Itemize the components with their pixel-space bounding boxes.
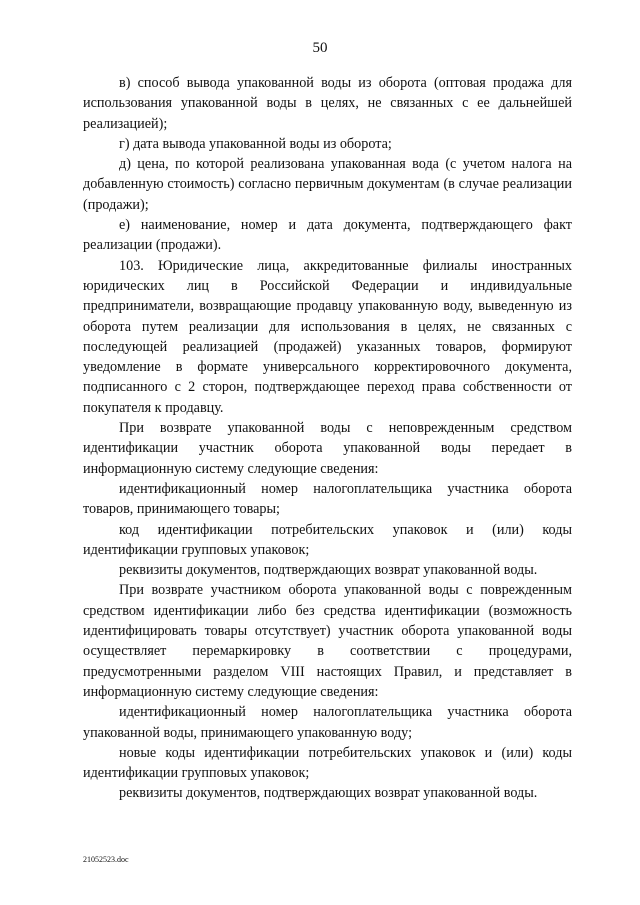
paragraph-damaged-codes: новые коды идентификации потребительских упаковок и (или) коды идентификации групповых упаковок; bbox=[83, 744, 572, 782]
paragraph-item-d: д) цена, по которой реализована упакованная вода (с учетом налога на добавленную стоимость) согласно первичным документам (в случае реализации (продажи); bbox=[83, 156, 572, 213]
paragraph-clause-103: 103. Юридические лица, аккредитованные филиалы иностранных юридических лиц в Российской Федерации и индивидуальные предприниматели, возвращающие продавцу упакованную воду, выведенную из оборота путем реализации для использования в целях, не связанных с последующей реализацией (продажей) указанных товаров, формируют уведомление в формате универсального корректировочного документа, подписанного с 2 сторон, подтверждающее переход права собственности от покупателя к продавцу. bbox=[83, 257, 572, 416]
paragraph-damaged-docs: реквизиты документов, подтверждающих возврат упакованной воды. bbox=[119, 785, 538, 802]
paragraph-intact-docs: реквизиты документов, подтверждающих возврат упакованной воды. bbox=[119, 562, 538, 579]
footer-filename: 21052523.doc bbox=[83, 855, 129, 864]
paragraph-item-v: в) способ вывода упакованной воды из оборота (оптовая продажа для использования упакованной воды в целях, не связанных с ее дальнейшей реализацией); bbox=[83, 75, 572, 132]
paragraph-intact-return: При возврате упакованной воды с неповрежденным средством идентификации участник оборота упакованной воды передает в информационную систему следующие сведения: bbox=[83, 420, 572, 477]
paragraph-item-g: г) дата вывода упакованной воды из оборота; bbox=[119, 135, 392, 152]
paragraph-damaged-return: При возврате участником оборота упакованной воды с поврежденным средством идентификации либо без средства идентификации (возможность идентифицировать товары отсутствует) участник оборота упакованной воды осуществляет перемаркировку в соответствии с процедурами, предусмотренными разделом VIII настоящих Правил, и представляет в информационную систему следующие сведения: bbox=[83, 582, 572, 700]
paragraph-damaged-inn: идентификационный номер налогоплательщика участника оборота упакованной воды, принимающего упакованную воду; bbox=[83, 704, 572, 741]
paragraph-intact-codes: код идентификации потребительских упаковок и (или) коды идентификации групповых упаковок; bbox=[83, 521, 572, 558]
paragraph-intact-inn: идентификационный номер налогоплательщика участника оборота товаров, принимающего товары; bbox=[83, 480, 572, 518]
document-body bbox=[83, 73, 572, 804]
page-number: 50 bbox=[312, 40, 328, 56]
paragraph-item-e: е) наименование, номер и дата документа, подтверждающего факт реализации (продажи). bbox=[83, 217, 572, 254]
